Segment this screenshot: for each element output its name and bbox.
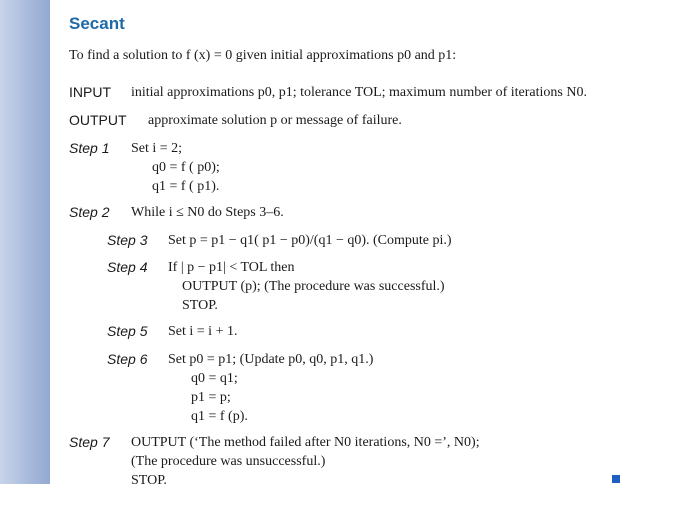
step-7-line: OUTPUT (‘The method failed after N0 iterations, N0 =’, N0); (131, 435, 480, 450)
step-3-label: Step 3 (107, 232, 148, 248)
step-2-line: While i ≤ N0 do Steps 3–6. (131, 205, 284, 220)
step-6-line: Set p0 = p1; (Update p0, q0, p1, q1.) (168, 352, 374, 367)
step-1-line: q1 = f ( p1). (152, 179, 220, 194)
step-1-line: q0 = f ( p0); (152, 160, 220, 175)
step-4-line: STOP. (182, 298, 218, 313)
step-3-line: Set p = p1 − q1( p1 − p0)/(q1 − q0). (Compute pi.) (168, 233, 452, 248)
algorithm-title: Secant (69, 14, 125, 33)
intro-text: To find a solution to f (x) = 0 given initial approximations p0 and p1: (69, 48, 457, 63)
step-6-label: Step 6 (107, 351, 148, 367)
step-4-line: If | p − p1| < TOL then (168, 260, 295, 275)
step-2-label: Step 2 (69, 204, 110, 220)
step-4-label: Step 4 (107, 259, 148, 275)
step-1-label: Step 1 (69, 140, 110, 156)
step-5-label: Step 5 (107, 323, 148, 339)
step-7-line: (The procedure was unsuccessful.) (131, 454, 326, 469)
step-1-line: Set i = 2; (131, 141, 183, 156)
output-text: approximate solution p or message of failure. (148, 113, 402, 128)
step-4-line: OUTPUT (p); (The procedure was successful.) (182, 279, 445, 294)
step-5-line: Set i = i + 1. (168, 324, 238, 339)
step-6-line: p1 = p; (191, 390, 231, 405)
step-7-line: STOP. (131, 473, 167, 488)
end-of-algorithm-square-icon (612, 475, 620, 483)
step-6-line: q1 = f (p). (191, 409, 248, 424)
input-label: INPUT (69, 84, 111, 100)
step-7-label: Step 7 (69, 434, 110, 450)
output-label: OUTPUT (69, 112, 127, 128)
step-6-line: q0 = q1; (191, 371, 238, 386)
input-text: initial approximations p0, p1; tolerance TOL; maximum number of iterations N0. (131, 85, 587, 100)
